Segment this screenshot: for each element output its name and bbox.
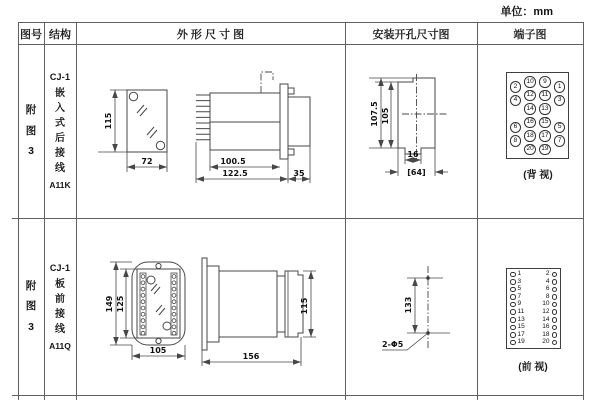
dim-122-5: 122.5 <box>222 169 248 178</box>
row2-structure <box>44 218 76 395</box>
terminal-circle: 1 <box>554 81 566 93</box>
terminal-circle: 3 <box>554 95 566 107</box>
dim-115-side: 115 <box>300 297 309 315</box>
terminal-cell <box>524 143 536 155</box>
terminal-circle: 14 <box>524 103 536 115</box>
fig-no-text: 附图3 <box>25 104 37 158</box>
terminal-circle <box>510 287 516 293</box>
row-divider <box>12 218 583 219</box>
terminal-row <box>510 286 557 293</box>
header-structure: 结构 <box>49 28 71 41</box>
terminal-circle <box>552 317 558 323</box>
terminal-circle: 10 <box>524 76 536 88</box>
terminal-circle <box>510 294 516 300</box>
terminal-cell <box>509 108 521 120</box>
terminal-row <box>510 309 557 316</box>
terminal-cell <box>539 103 551 115</box>
terminal-circle <box>552 332 558 338</box>
terminal-number: 16 <box>542 323 550 331</box>
terminal-circle: 11 <box>539 90 551 102</box>
terminal-circle <box>552 287 558 293</box>
dim-125: 125 <box>116 295 125 313</box>
dim-149: 149 <box>105 295 114 313</box>
terminal-circle <box>510 309 516 315</box>
row1-structure <box>44 44 76 218</box>
terminal-circle: 15 <box>539 117 551 129</box>
terminal-cell <box>539 89 551 101</box>
terminal-number: 17 <box>517 330 525 338</box>
terminal-circle <box>510 325 516 331</box>
terminal-cell <box>554 121 566 133</box>
terminal-cell <box>509 121 521 133</box>
terminal-caption-front: (前 视) <box>518 362 548 373</box>
terminal-cell <box>524 130 536 142</box>
terminal-row <box>510 301 557 308</box>
dim-100-5: 100.5 <box>220 157 246 166</box>
terminal-number: 3 <box>517 277 522 285</box>
terminal-number: 19 <box>517 338 525 346</box>
model-text: CJ-1 <box>49 262 71 273</box>
terminal-circle: 8 <box>510 135 522 147</box>
dim-105-w: 105 <box>149 346 167 355</box>
fig-no-text: 附图3 <box>25 279 37 333</box>
terminal-cell <box>539 143 551 155</box>
col-divider-4 <box>477 22 478 400</box>
terminal-circle: 19 <box>539 144 551 156</box>
terminal-cell <box>554 135 566 147</box>
row1-side-view <box>196 72 310 183</box>
header-fig-no: 图号 <box>20 28 42 41</box>
row2-outline-drawing <box>90 250 355 380</box>
terminal-circle: 16 <box>524 117 536 129</box>
dim-35: 35 <box>293 169 305 178</box>
code-text: A11Q <box>49 340 71 351</box>
terminal-cell <box>539 130 551 142</box>
row2-install-drawing <box>355 248 475 378</box>
code-text: A11K <box>49 180 71 190</box>
header-terminal: 端子图 <box>513 28 547 41</box>
header-install: 安装开孔尺寸图 <box>372 28 450 41</box>
terminal-number: 10 <box>542 300 550 308</box>
terminal-circle: 2 <box>510 81 522 93</box>
terminal-row <box>510 317 557 324</box>
row2-side-view <box>202 258 316 366</box>
terminal-cell <box>539 76 551 88</box>
table-top-border <box>18 22 583 23</box>
terminal-cell <box>524 103 536 115</box>
dim-115: 115 <box>104 112 113 130</box>
terminal-cell <box>554 148 566 160</box>
dim-133: 133 <box>404 296 413 314</box>
terminal-grid-front <box>506 268 561 349</box>
terminal-circle: 4 <box>510 95 522 107</box>
structure-name-text: 嵌入式后接线 <box>55 88 65 174</box>
terminal-circle <box>510 272 516 278</box>
row2-fig-no <box>18 218 44 395</box>
terminal-cell <box>524 76 536 88</box>
row1-outline-drawing <box>85 48 345 198</box>
terminal-row <box>510 271 557 278</box>
terminal-grid-rear <box>506 72 569 159</box>
dim-107-5: 107.5 <box>370 101 379 127</box>
terminal-cell <box>554 94 566 106</box>
row2-front-view <box>105 262 185 360</box>
terminal-circle <box>552 279 558 285</box>
terminal-circle <box>510 279 516 285</box>
dim-64: [64] <box>407 168 426 177</box>
terminal-cell <box>554 108 566 120</box>
terminal-cell <box>554 81 566 93</box>
terminal-number: 6 <box>545 285 550 293</box>
terminal-circle: 7 <box>554 135 566 147</box>
terminal-circle: 18 <box>524 130 536 142</box>
terminal-row <box>510 332 557 339</box>
terminal-number: 12 <box>542 307 550 315</box>
terminal-row <box>510 339 557 346</box>
terminal-circle: 5 <box>554 122 566 134</box>
hole-spec-label: 2-Φ5 <box>382 340 404 349</box>
terminal-row <box>510 324 557 331</box>
terminal-circle <box>552 294 558 300</box>
terminal-circle <box>552 309 558 315</box>
terminal-row <box>510 279 557 286</box>
terminal-number: 14 <box>542 315 550 323</box>
dim-156: 156 <box>242 352 260 361</box>
dim-16: 16 <box>407 150 419 159</box>
unit-label: 单位：mm <box>500 6 553 18</box>
terminal-number: 5 <box>517 285 522 293</box>
terminal-circle: 13 <box>539 103 551 115</box>
terminal-number: 13 <box>517 315 525 323</box>
terminal-cell <box>524 89 536 101</box>
row1-install-drawing <box>355 48 475 198</box>
structure-name-text: 板前接线 <box>55 278 65 335</box>
terminal-cell <box>509 81 521 93</box>
terminal-cell <box>509 94 521 106</box>
terminal-circle <box>510 302 516 308</box>
dim-105: 105 <box>381 107 390 125</box>
terminal-circle <box>552 340 558 346</box>
terminal-number: 18 <box>542 330 550 338</box>
dim-72: 72 <box>141 157 153 166</box>
terminal-circle: 6 <box>510 122 522 134</box>
terminal-circle: 12 <box>524 90 536 102</box>
extraction-clip <box>261 72 273 93</box>
terminal-number: 8 <box>545 292 550 300</box>
terminal-caption-rear: (背 视) <box>523 170 553 181</box>
terminal-number: 11 <box>517 307 525 315</box>
terminal-number: 2 <box>545 270 550 278</box>
terminal-cell <box>524 116 536 128</box>
header-divider <box>18 44 583 45</box>
row1-fig-no <box>18 44 44 218</box>
terminal-cell <box>509 148 521 160</box>
terminal-circle <box>552 325 558 331</box>
col-divider-2 <box>76 22 77 400</box>
terminal-number: 9 <box>517 300 522 308</box>
table-bottom-border <box>12 395 583 396</box>
terminal-circle: 9 <box>539 76 551 88</box>
terminal-circle <box>510 340 516 346</box>
terminal-circle: 20 <box>524 144 536 156</box>
terminal-number: 7 <box>517 292 522 300</box>
terminal-number: 15 <box>517 323 525 331</box>
row1-front-view <box>98 90 167 172</box>
table-right-border <box>583 22 584 400</box>
terminal-cell <box>539 116 551 128</box>
terminal-circle: 17 <box>539 130 551 142</box>
terminal-row <box>510 294 557 301</box>
terminal-number: 1 <box>517 270 522 278</box>
terminal-circle <box>552 302 558 308</box>
model-text: CJ-1 <box>49 72 71 82</box>
terminal-circle <box>552 272 558 278</box>
terminal-number: 20 <box>542 338 550 346</box>
terminal-number: 4 <box>545 277 550 285</box>
terminal-circle <box>510 317 516 323</box>
terminal-circle <box>510 332 516 338</box>
header-outline: 外 形 尺 寸 图 <box>176 28 245 41</box>
terminal-cell <box>509 135 521 147</box>
